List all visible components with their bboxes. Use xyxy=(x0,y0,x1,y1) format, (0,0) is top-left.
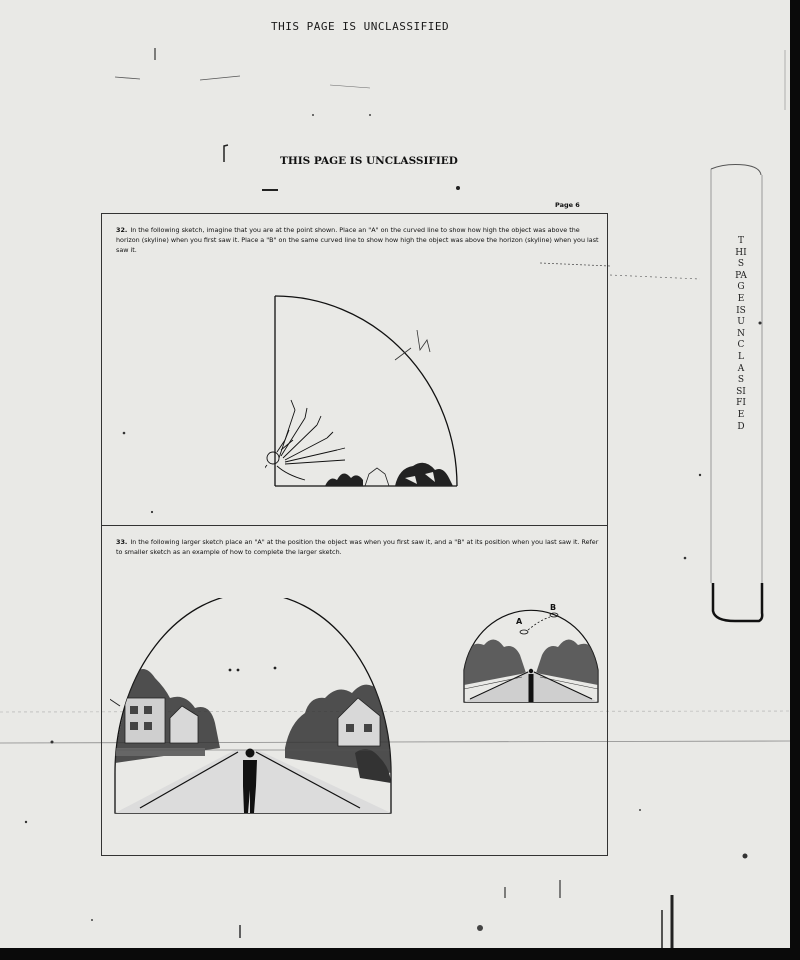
quarter-circle-sketch xyxy=(265,290,465,500)
ufo-marker-a xyxy=(520,630,528,634)
marker-b-label: B xyxy=(550,603,557,612)
small-example-sketch xyxy=(462,595,602,705)
side-classification-banner xyxy=(705,163,765,623)
flight-path xyxy=(528,617,550,630)
sky-dots xyxy=(229,633,350,671)
question-33 xyxy=(116,537,602,557)
tree-silhouette xyxy=(325,463,453,486)
scan-edge-right xyxy=(790,0,800,960)
side-banner-text: THIS PAGE IS UNCLASSIFIED xyxy=(735,236,749,432)
skyline-arc xyxy=(275,296,457,486)
top-classification-banner: THIS PAGE IS UNCLASSIFIED xyxy=(271,20,450,33)
pencil-mark xyxy=(395,330,430,360)
page-number: Page 6 xyxy=(555,201,580,209)
question-32-text: In the following sketch, imagine that you are at the point shown. Place an "A" on the curved line to show how high the object was above the horizon (skyline) when you first saw it. Place a "B" on the same curved line to show how high the object was above the horizon (skyline) when you last saw it. xyxy=(116,226,599,254)
observer-figure xyxy=(265,400,345,486)
left-trees xyxy=(115,669,220,763)
question-33-text: In the following larger sketch place an "A" at the position the object was when you first saw it, and a "B" at its position when you last saw it. Refer to smaller sketch as an example of how to complete the larger sketch. xyxy=(116,538,599,556)
right-trees xyxy=(285,685,391,783)
inner-classification-banner: THIS PAGE IS UNCLASSIFIED xyxy=(280,155,458,167)
question-divider xyxy=(101,525,608,526)
scan-edge-bottom xyxy=(0,948,800,960)
question-33-number: 33. xyxy=(116,538,128,546)
question-32 xyxy=(116,225,602,255)
marker-a-label: A xyxy=(516,617,523,626)
question-32-number: 32. xyxy=(116,226,128,234)
large-dome-sketch xyxy=(110,598,395,818)
